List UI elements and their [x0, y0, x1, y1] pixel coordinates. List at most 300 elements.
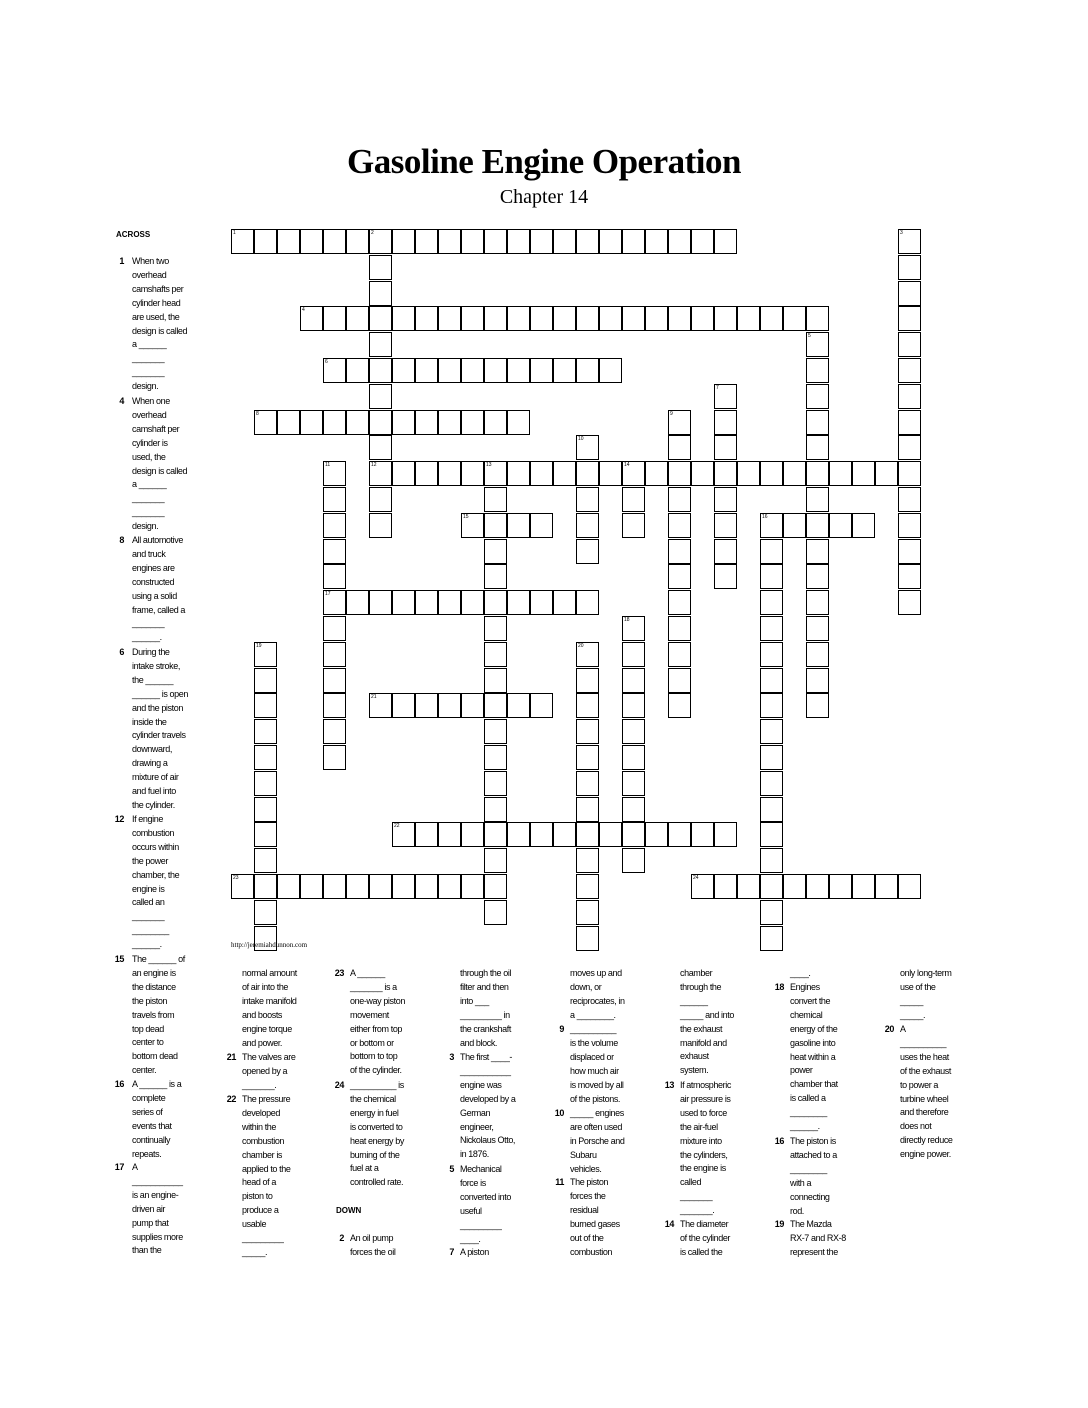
- grid-cell[interactable]: [254, 874, 277, 899]
- grid-cell[interactable]: [576, 306, 599, 331]
- grid-cell[interactable]: [576, 513, 599, 538]
- grid-cell[interactable]: [576, 642, 599, 667]
- grid-cell[interactable]: [668, 668, 691, 693]
- grid-cell[interactable]: [714, 513, 737, 538]
- grid-cell[interactable]: [507, 410, 530, 435]
- grid-cell[interactable]: [576, 745, 599, 770]
- grid-cell[interactable]: [484, 564, 507, 589]
- grid-cell[interactable]: [668, 539, 691, 564]
- grid-cell[interactable]: [622, 719, 645, 744]
- grid-cell[interactable]: [369, 435, 392, 460]
- grid-cell[interactable]: [806, 642, 829, 667]
- grid-cell[interactable]: [668, 590, 691, 615]
- grid-cell[interactable]: [438, 358, 461, 383]
- grid-cell[interactable]: [254, 719, 277, 744]
- grid-cell[interactable]: [369, 229, 392, 254]
- clue-number: 21: [226, 1052, 236, 1062]
- grid-cell[interactable]: [323, 668, 346, 693]
- grid-cell[interactable]: [806, 461, 829, 486]
- grid-cell[interactable]: [599, 306, 622, 331]
- grid-cell[interactable]: [737, 461, 760, 486]
- grid-cell[interactable]: [484, 719, 507, 744]
- grid-cell[interactable]: [576, 668, 599, 693]
- grid-cell[interactable]: [438, 874, 461, 899]
- clue-number: 10: [578, 436, 584, 442]
- grid-cell[interactable]: [783, 461, 806, 486]
- grid-cell[interactable]: [622, 693, 645, 718]
- grid-cell[interactable]: [461, 306, 484, 331]
- grid-cell[interactable]: [898, 358, 921, 383]
- grid-cell[interactable]: [622, 616, 645, 641]
- grid-cell[interactable]: [599, 358, 622, 383]
- grid-cell[interactable]: [622, 513, 645, 538]
- grid-cell[interactable]: [254, 693, 277, 718]
- grid-cell[interactable]: [415, 874, 438, 899]
- grid-cell[interactable]: [553, 461, 576, 486]
- grid-cell[interactable]: [760, 719, 783, 744]
- grid-cell[interactable]: [645, 306, 668, 331]
- grid-cell[interactable]: [254, 848, 277, 873]
- grid-cell[interactable]: [875, 874, 898, 899]
- grid-cell[interactable]: [668, 461, 691, 486]
- grid-cell[interactable]: [369, 590, 392, 615]
- grid-cell[interactable]: [461, 693, 484, 718]
- grid-cell[interactable]: [576, 487, 599, 512]
- grid-cell[interactable]: [576, 229, 599, 254]
- grid-cell[interactable]: [760, 564, 783, 589]
- grid-cell[interactable]: [714, 306, 737, 331]
- grid-cell[interactable]: [507, 693, 530, 718]
- grid-cell[interactable]: [530, 822, 553, 847]
- grid-cell[interactable]: [760, 668, 783, 693]
- grid-cell[interactable]: [507, 513, 530, 538]
- grid-cell[interactable]: [438, 590, 461, 615]
- clue-number: 5: [808, 333, 811, 339]
- grid-cell[interactable]: [622, 797, 645, 822]
- grid-cell[interactable]: [576, 822, 599, 847]
- grid-cell[interactable]: [484, 797, 507, 822]
- grid-cell[interactable]: [760, 461, 783, 486]
- grid-cell[interactable]: [668, 616, 691, 641]
- grid-cell[interactable]: [484, 822, 507, 847]
- grid-cell[interactable]: [346, 229, 369, 254]
- grid-cell[interactable]: [714, 874, 737, 899]
- grid-cell[interactable]: [806, 332, 829, 357]
- grid-cell[interactable]: [760, 306, 783, 331]
- clue-number: 3: [449, 1052, 454, 1062]
- grid-cell[interactable]: [438, 229, 461, 254]
- grid-cell[interactable]: [898, 590, 921, 615]
- grid-cell[interactable]: [691, 822, 714, 847]
- grid-cell[interactable]: [507, 590, 530, 615]
- grid-cell[interactable]: [737, 874, 760, 899]
- grid-cell[interactable]: [783, 874, 806, 899]
- grid-cell[interactable]: [530, 358, 553, 383]
- grid-cell[interactable]: [484, 461, 507, 486]
- grid-cell[interactable]: [346, 410, 369, 435]
- grid-cell[interactable]: [323, 874, 346, 899]
- grid-cell[interactable]: [806, 435, 829, 460]
- grid-cell[interactable]: [898, 539, 921, 564]
- grid-cell[interactable]: [806, 384, 829, 409]
- grid-cell[interactable]: [760, 539, 783, 564]
- grid-cell[interactable]: [530, 306, 553, 331]
- grid-cell[interactable]: [806, 693, 829, 718]
- grid-cell[interactable]: [760, 590, 783, 615]
- grid-cell[interactable]: [392, 822, 415, 847]
- grid-cell[interactable]: [369, 513, 392, 538]
- grid-cell[interactable]: [323, 616, 346, 641]
- grid-cell[interactable]: [668, 693, 691, 718]
- grid-cell[interactable]: [277, 229, 300, 254]
- grid-cell[interactable]: [714, 435, 737, 460]
- grid-cell[interactable]: [806, 616, 829, 641]
- grid-cell[interactable]: [668, 564, 691, 589]
- grid-cell[interactable]: [254, 797, 277, 822]
- grid-cell[interactable]: [645, 822, 668, 847]
- grid-cell[interactable]: [461, 358, 484, 383]
- grid-cell[interactable]: [576, 719, 599, 744]
- grid-cell[interactable]: [392, 229, 415, 254]
- grid-cell[interactable]: [875, 461, 898, 486]
- grid-cell[interactable]: [714, 539, 737, 564]
- grid-cell[interactable]: [323, 358, 346, 383]
- grid-cell[interactable]: [484, 590, 507, 615]
- grid-cell[interactable]: [484, 229, 507, 254]
- grid-cell[interactable]: [369, 332, 392, 357]
- grid-cell[interactable]: [507, 822, 530, 847]
- grid-cell[interactable]: [254, 900, 277, 925]
- grid-cell[interactable]: [323, 642, 346, 667]
- grid-cell[interactable]: [622, 848, 645, 873]
- grid-cell[interactable]: [323, 461, 346, 486]
- grid-cell[interactable]: [691, 461, 714, 486]
- grid-cell[interactable]: [461, 822, 484, 847]
- clue-number: 8: [119, 535, 124, 545]
- grid-cell[interactable]: [760, 616, 783, 641]
- grid-cell[interactable]: [346, 306, 369, 331]
- grid-cell[interactable]: [484, 487, 507, 512]
- grid-cell[interactable]: [576, 926, 599, 951]
- grid-cell[interactable]: [369, 384, 392, 409]
- grid-cell[interactable]: [277, 874, 300, 899]
- grid-cell[interactable]: [346, 874, 369, 899]
- grid-cell[interactable]: [415, 229, 438, 254]
- grid-cell[interactable]: [898, 874, 921, 899]
- grid-cell[interactable]: [576, 461, 599, 486]
- grid-cell[interactable]: [369, 281, 392, 306]
- clue-number: 18: [624, 617, 630, 623]
- grid-cell[interactable]: [760, 771, 783, 796]
- grid-cell[interactable]: [484, 745, 507, 770]
- grid-cell[interactable]: [806, 874, 829, 899]
- grid-cell[interactable]: [576, 848, 599, 873]
- grid-cell[interactable]: [852, 461, 875, 486]
- grid-cell[interactable]: [415, 306, 438, 331]
- grid-cell[interactable]: [760, 848, 783, 873]
- clue-number: 20: [578, 643, 584, 649]
- grid-cell[interactable]: [346, 358, 369, 383]
- grid-cell[interactable]: [553, 358, 576, 383]
- grid-cell[interactable]: [898, 435, 921, 460]
- grid-cell[interactable]: [553, 229, 576, 254]
- grid-cell[interactable]: [415, 461, 438, 486]
- grid-cell[interactable]: [461, 461, 484, 486]
- grid-cell[interactable]: [760, 745, 783, 770]
- grid-cell[interactable]: [369, 874, 392, 899]
- grid-cell[interactable]: [783, 306, 806, 331]
- grid-cell[interactable]: [737, 306, 760, 331]
- grid-cell[interactable]: [852, 874, 875, 899]
- grid-cell[interactable]: [484, 693, 507, 718]
- grid-cell[interactable]: [369, 306, 392, 331]
- grid-cell[interactable]: [484, 513, 507, 538]
- clue-text: A ___________ is an engine- driven air pump that supplies more than the: [132, 1162, 183, 1256]
- grid-cell[interactable]: [484, 410, 507, 435]
- grid-cell[interactable]: [898, 410, 921, 435]
- grid-cell[interactable]: [300, 229, 323, 254]
- grid-cell[interactable]: [714, 487, 737, 512]
- grid-cell[interactable]: [806, 539, 829, 564]
- grid-cell[interactable]: [323, 487, 346, 512]
- grid-cell[interactable]: [576, 874, 599, 899]
- grid-cell[interactable]: [530, 693, 553, 718]
- grid-cell[interactable]: [668, 487, 691, 512]
- grid-cell[interactable]: [714, 229, 737, 254]
- grid-cell[interactable]: [760, 822, 783, 847]
- grid-cell[interactable]: [484, 848, 507, 873]
- clue-text: If engine combustion occurs within the power chamber, the engine is called an _______ ________ ______.: [132, 814, 180, 950]
- grid-cell[interactable]: [898, 255, 921, 280]
- grid-cell[interactable]: [484, 539, 507, 564]
- grid-cell[interactable]: [806, 358, 829, 383]
- grid-cell[interactable]: [622, 668, 645, 693]
- grid-cell[interactable]: [415, 410, 438, 435]
- grid-cell[interactable]: [668, 642, 691, 667]
- grid-cell[interactable]: [898, 306, 921, 331]
- grid-cell[interactable]: [668, 822, 691, 847]
- grid-cell[interactable]: [415, 358, 438, 383]
- grid-cell[interactable]: [231, 229, 254, 254]
- grid-cell[interactable]: [484, 306, 507, 331]
- grid-cell[interactable]: [760, 926, 783, 951]
- grid-cell[interactable]: [438, 461, 461, 486]
- grid-cell[interactable]: [599, 461, 622, 486]
- grid-cell[interactable]: [806, 564, 829, 589]
- clue-number: 16: [114, 1079, 124, 1089]
- grid-cell[interactable]: [645, 461, 668, 486]
- grid-cell[interactable]: [622, 461, 645, 486]
- grid-cell[interactable]: [484, 358, 507, 383]
- page-title: Gasoline Engine Operation: [347, 142, 741, 181]
- grid-cell[interactable]: [553, 306, 576, 331]
- grid-cell[interactable]: [599, 229, 622, 254]
- grid-cell[interactable]: [576, 590, 599, 615]
- grid-cell[interactable]: [254, 822, 277, 847]
- grid-cell[interactable]: [438, 822, 461, 847]
- grid-cell[interactable]: [507, 358, 530, 383]
- grid-cell[interactable]: [392, 590, 415, 615]
- grid-cell[interactable]: [438, 410, 461, 435]
- grid-cell[interactable]: [392, 358, 415, 383]
- clue-text: The piston forces the residual burned gases out of the combustion: [570, 1177, 620, 1257]
- clue-text: During the intake stroke, the ______ ______ is open and the piston inside the cylinder travels downward, drawing a mixture of air and fuel into the cylinder.: [132, 647, 188, 810]
- grid-cell[interactable]: [231, 874, 254, 899]
- grid-cell[interactable]: [668, 513, 691, 538]
- grid-cell[interactable]: [415, 590, 438, 615]
- grid-cell[interactable]: [369, 461, 392, 486]
- grid-cell[interactable]: [254, 668, 277, 693]
- grid-cell[interactable]: [576, 771, 599, 796]
- grid-cell[interactable]: [254, 229, 277, 254]
- grid-cell[interactable]: [898, 281, 921, 306]
- grid-cell[interactable]: [714, 461, 737, 486]
- grid-cell[interactable]: [323, 513, 346, 538]
- grid-cell[interactable]: [323, 410, 346, 435]
- grid-cell[interactable]: [852, 513, 875, 538]
- grid-cell[interactable]: [760, 900, 783, 925]
- grid-cell[interactable]: [254, 410, 277, 435]
- grid-cell[interactable]: [760, 693, 783, 718]
- grid-cell[interactable]: [484, 616, 507, 641]
- grid-cell[interactable]: [254, 642, 277, 667]
- grid-cell[interactable]: [254, 771, 277, 796]
- grid-cell[interactable]: [668, 410, 691, 435]
- grid-cell[interactable]: [346, 590, 369, 615]
- grid-cell[interactable]: [622, 487, 645, 512]
- grid-cell[interactable]: [898, 332, 921, 357]
- grid-cell[interactable]: [392, 461, 415, 486]
- grid-cell[interactable]: [369, 255, 392, 280]
- grid-cell[interactable]: [553, 590, 576, 615]
- grid-cell[interactable]: [691, 306, 714, 331]
- grid-cell[interactable]: [530, 461, 553, 486]
- grid-cell[interactable]: [576, 797, 599, 822]
- grid-cell[interactable]: [392, 410, 415, 435]
- grid-cell[interactable]: [622, 306, 645, 331]
- grid-cell[interactable]: [829, 874, 852, 899]
- grid-cell[interactable]: [484, 771, 507, 796]
- grid-cell[interactable]: [553, 822, 576, 847]
- grid-cell[interactable]: [323, 306, 346, 331]
- grid-cell[interactable]: [300, 306, 323, 331]
- grid-cell[interactable]: [576, 358, 599, 383]
- grid-cell[interactable]: [484, 900, 507, 925]
- grid-cell[interactable]: [369, 487, 392, 512]
- grid-cell[interactable]: [806, 590, 829, 615]
- grid-cell[interactable]: [254, 745, 277, 770]
- grid-cell[interactable]: [392, 693, 415, 718]
- grid-cell[interactable]: [438, 306, 461, 331]
- grid-cell[interactable]: [415, 693, 438, 718]
- grid-cell[interactable]: [369, 358, 392, 383]
- grid-cell[interactable]: [300, 874, 323, 899]
- grid-cell[interactable]: [714, 564, 737, 589]
- grid-cell[interactable]: [438, 693, 461, 718]
- grid-cell[interactable]: [323, 693, 346, 718]
- clue-number: 21: [371, 694, 377, 700]
- grid-cell[interactable]: [760, 874, 783, 899]
- grid-cell[interactable]: [760, 797, 783, 822]
- grid-cell[interactable]: [714, 384, 737, 409]
- grid-cell[interactable]: [323, 564, 346, 589]
- grid-cell[interactable]: [898, 564, 921, 589]
- grid-cell[interactable]: [760, 642, 783, 667]
- grid-cell[interactable]: [668, 229, 691, 254]
- grid-cell[interactable]: [576, 435, 599, 460]
- grid-cell[interactable]: [668, 435, 691, 460]
- grid-cell[interactable]: [415, 822, 438, 847]
- grid-cell[interactable]: [576, 900, 599, 925]
- grid-cell[interactable]: [691, 229, 714, 254]
- grid-cell[interactable]: [645, 229, 668, 254]
- grid-cell[interactable]: [323, 539, 346, 564]
- grid-cell[interactable]: [622, 229, 645, 254]
- grid-cell[interactable]: [898, 487, 921, 512]
- grid-cell[interactable]: [323, 745, 346, 770]
- grid-cell[interactable]: [622, 822, 645, 847]
- grid-cell[interactable]: [461, 229, 484, 254]
- grid-cell[interactable]: [392, 874, 415, 899]
- grid-cell[interactable]: [898, 229, 921, 254]
- grid-cell[interactable]: [507, 229, 530, 254]
- grid-cell[interactable]: [530, 590, 553, 615]
- grid-cell[interactable]: [622, 642, 645, 667]
- grid-cell[interactable]: [622, 771, 645, 796]
- grid-cell[interactable]: [277, 410, 300, 435]
- grid-cell[interactable]: [461, 590, 484, 615]
- grid-cell[interactable]: [484, 668, 507, 693]
- grid-cell[interactable]: [806, 513, 829, 538]
- grid-cell[interactable]: [507, 461, 530, 486]
- grid-cell[interactable]: [323, 590, 346, 615]
- grid-cell[interactable]: [806, 410, 829, 435]
- grid-cell[interactable]: [369, 410, 392, 435]
- grid-cell[interactable]: [806, 668, 829, 693]
- grid-cell[interactable]: [461, 874, 484, 899]
- grid-cell[interactable]: [599, 822, 622, 847]
- grid-cell[interactable]: [576, 693, 599, 718]
- grid-cell[interactable]: [461, 513, 484, 538]
- grid-cell[interactable]: [461, 410, 484, 435]
- grid-cell[interactable]: [392, 306, 415, 331]
- grid-cell[interactable]: [576, 539, 599, 564]
- grid-cell[interactable]: [668, 306, 691, 331]
- grid-cell[interactable]: [300, 410, 323, 435]
- grid-cell[interactable]: [898, 384, 921, 409]
- grid-cell[interactable]: [829, 513, 852, 538]
- grid-cell[interactable]: [369, 693, 392, 718]
- grid-cell[interactable]: [530, 229, 553, 254]
- grid-cell[interactable]: [829, 461, 852, 486]
- grid-cell[interactable]: [806, 487, 829, 512]
- grid-cell[interactable]: [898, 513, 921, 538]
- grid-cell[interactable]: [484, 642, 507, 667]
- grid-cell[interactable]: [898, 461, 921, 486]
- grid-cell[interactable]: [507, 306, 530, 331]
- grid-cell[interactable]: [530, 513, 553, 538]
- grid-cell[interactable]: [714, 822, 737, 847]
- grid-cell[interactable]: [622, 745, 645, 770]
- grid-cell[interactable]: [323, 229, 346, 254]
- grid-cell[interactable]: [783, 513, 806, 538]
- grid-cell[interactable]: [714, 410, 737, 435]
- grid-cell[interactable]: [323, 719, 346, 744]
- grid-cell[interactable]: [484, 874, 507, 899]
- grid-cell[interactable]: [691, 874, 714, 899]
- grid-cell[interactable]: [760, 513, 783, 538]
- grid-cell[interactable]: [806, 306, 829, 331]
